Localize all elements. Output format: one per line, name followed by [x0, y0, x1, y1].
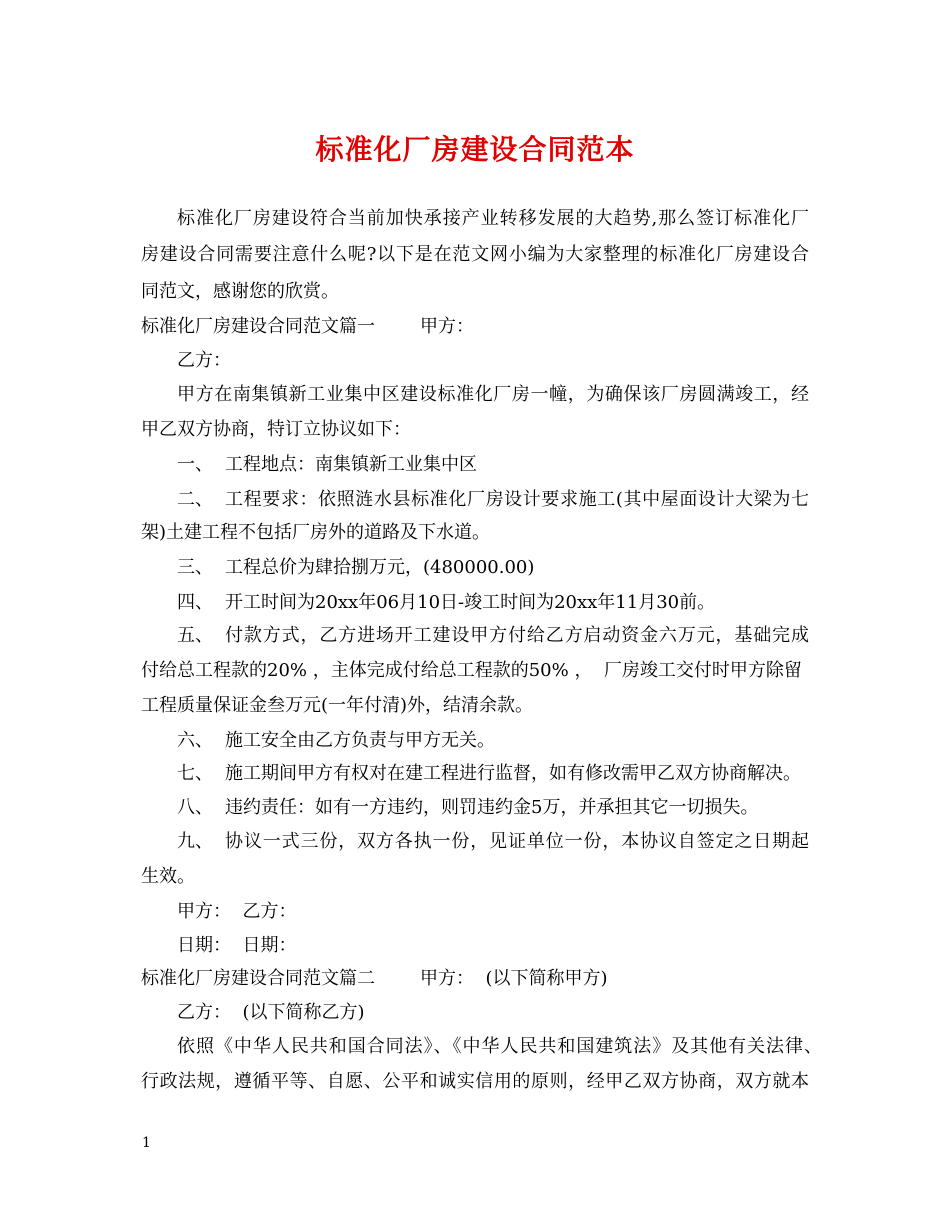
item-3-number: 三、: [177, 557, 213, 578]
intro-line-2: 房建设合同需要注意什么呢?以下是在范文网小编为大家整理的标准化厂房建设合: [141, 244, 809, 265]
item-2-continuation: 架)土建工程不包括厂房外的道路及下水道。: [141, 522, 491, 543]
section1-party-a: 甲方：: [420, 316, 474, 337]
preamble-line-2: 甲乙双方协商，特订立协议如下：: [141, 419, 411, 440]
item-5-number: 五、: [177, 625, 213, 646]
section1-party-b: 乙方：: [177, 350, 231, 371]
item-1-text: 工程地点：南集镇新工业集中区: [225, 454, 477, 475]
item-7-text: 施工期间甲方有权对在建工程进行监督，如有修改需甲乙双方协商解决。: [225, 763, 801, 784]
item-8-text: 违约责任：如有一方违约，则罚违约金5万，并承担其它一切损失。: [225, 797, 759, 818]
item-9-number: 九、: [177, 831, 213, 852]
page-number: 1: [142, 1135, 151, 1151]
item-5-continuation-2: 工程质量保证金叁万元(一年付清)外，结清余款。: [141, 695, 534, 716]
item-5-text: 付款方式，乙方进场开工建设甲方付给乙方启动资金六万元，基础完成: [225, 625, 809, 646]
section1-heading: 标准化厂房建设合同范文篇一: [141, 316, 375, 337]
item-4-text: 开工时间为20xx年06月10日-竣工时间为20xx年11月30前。: [225, 592, 716, 613]
item-5-continuation-1: 付给总工程款的20% ，主体完成付给总工程款的50% ， 厂房竣工交付时甲方除留: [141, 660, 802, 681]
item-9-continuation: 生效。: [141, 866, 195, 887]
basis-line-2: 行政法规，遵循平等、自愿、公平和诚实信用的原则，经甲乙双方协商，双方就本: [141, 1071, 809, 1092]
intro-line-1: 标准化厂房建设符合当前加快承接产业转移发展的大趋势,那么签订标准化厂: [177, 208, 809, 229]
item-2-number: 二、: [177, 489, 213, 510]
item-4-number: 四、: [177, 592, 213, 613]
section2-heading: 标准化厂房建设合同范文篇二: [141, 968, 375, 989]
item-7-number: 七、: [177, 763, 213, 784]
preamble-line-1: 甲方在南集镇新工业集中区建设标准化厂房一幢，为确保该厂房圆满竣工，经: [177, 384, 809, 405]
item-8-number: 八、: [177, 797, 213, 818]
item-6-number: 六、: [177, 730, 213, 751]
intro-line-3: 同范文，感谢您的欣赏。: [141, 281, 339, 302]
item-9-text: 协议一式三份，双方各执一份，见证单位一份，本协议自签定之日期起: [225, 831, 809, 852]
signature-dates: 日期： 日期：: [177, 935, 297, 956]
page-title: 标准化厂房建设合同范本: [315, 133, 635, 166]
item-1-number: 一、: [177, 454, 213, 475]
basis-line-1: 依照《中华人民共和国合同法》、《中华人民共和国建筑法》及其他有关法律、: [177, 1036, 822, 1057]
section2-party-b: 乙方： (以下简称乙方): [177, 1002, 365, 1023]
signature-parties: 甲方： 乙方：: [177, 901, 297, 922]
item-2-text: 工程要求：依照涟水县标准化厂房设计要求施工(其中屋面设计大梁为七: [225, 489, 809, 510]
item-3-text: 工程总价为肆拾捌万元，(480000.00): [225, 557, 535, 578]
section2-party-a: 甲方： (以下简称甲方): [420, 968, 608, 989]
item-6-text: 施工安全由乙方负责与甲方无关。: [225, 730, 495, 751]
